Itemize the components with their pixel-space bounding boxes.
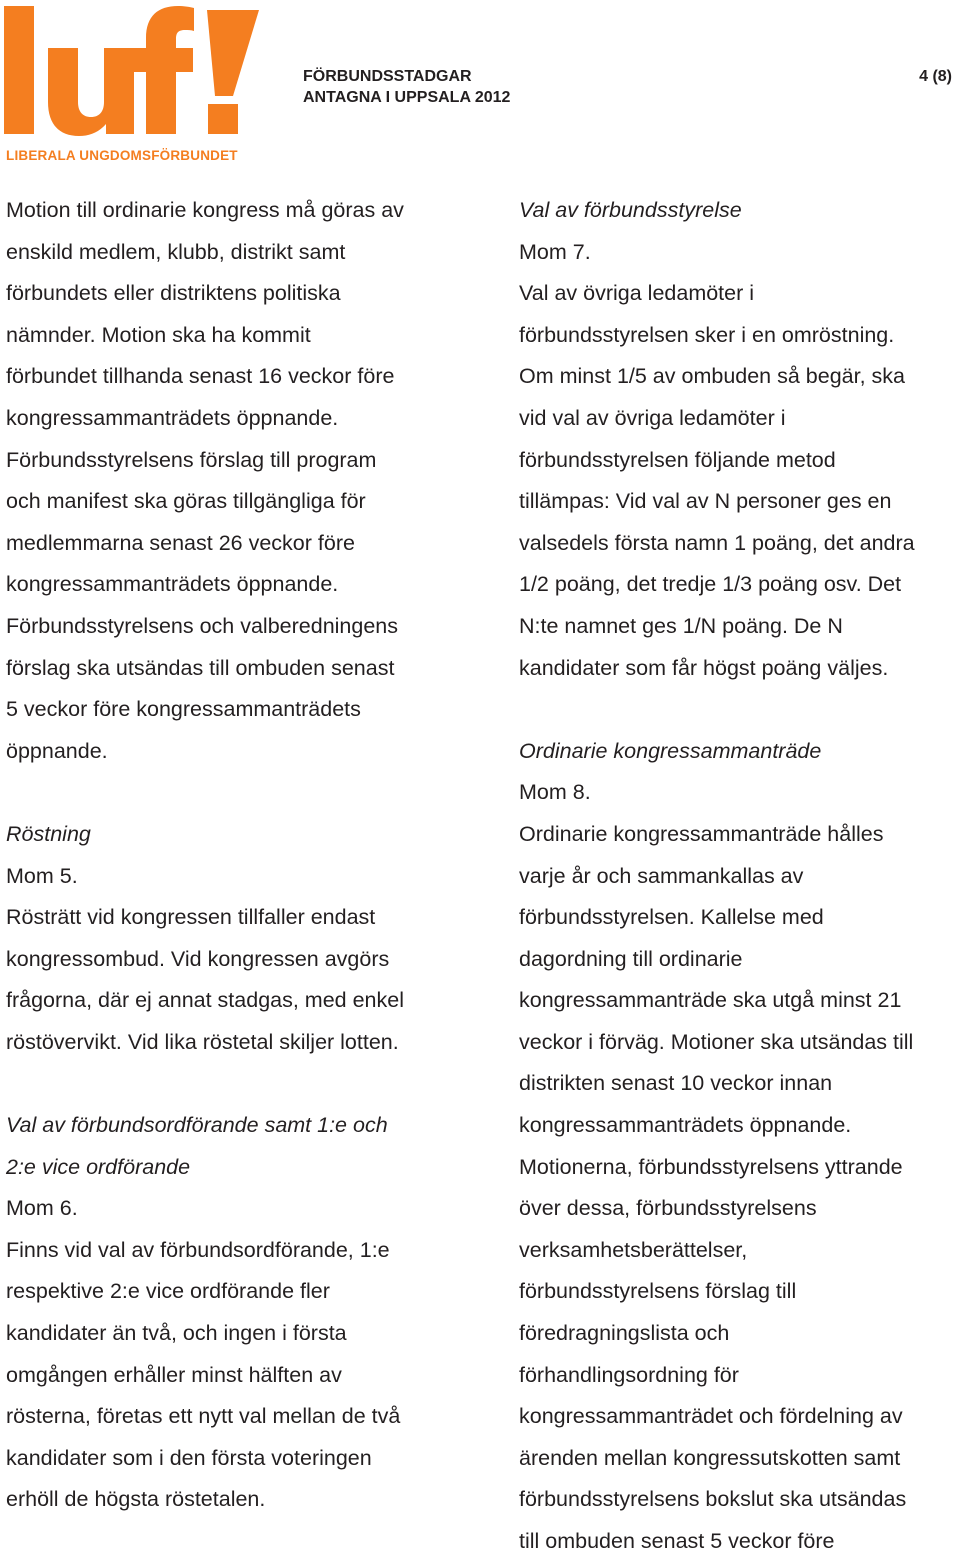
text-line: distrikten senast 10 veckor innan: [519, 1071, 833, 1096]
text-line: kongressammanträdets öppnande.: [6, 572, 339, 597]
text-line: kongressombud. Vid kongressen avgörs: [6, 946, 390, 971]
text-line: kongressammanträdets öppnande.: [6, 405, 339, 430]
text-line: kandidater som får högst poäng väljes.: [519, 655, 889, 680]
text-line: över dessa, förbundsstyrelsens: [519, 1196, 817, 1221]
text-line: dagordning till ordinarie: [519, 946, 743, 971]
text-line: Förbundsstyrelsens förslag till program: [6, 447, 377, 472]
text-line: 1/2 poäng, det tredje 1/3 poäng osv. Det: [519, 572, 902, 597]
text-line: kongressammanträde ska utgå minst 21: [519, 988, 902, 1013]
text-line: kongressammanträdets öppnande.: [519, 1113, 852, 1138]
section-heading: Val av förbundsstyrelse: [519, 198, 742, 222]
logo-caption: LIBERALA UNGDOMSFÖRBUNDET: [6, 148, 238, 163]
spacer: [6, 1063, 476, 1105]
text-line: Motionerna, förbundsstyrelsens yttrande: [519, 1154, 903, 1179]
text-line: till ombuden senast 5 veckor före: [519, 1529, 835, 1553]
text-line: förbundsstyrelsen följande metod: [519, 447, 836, 472]
text-line: Finns vid val av förbundsordförande, 1:e: [6, 1237, 390, 1262]
text-line: rösterna, företas ett nytt val mellan de två: [6, 1404, 401, 1429]
text-line: valsedels första namn 1 poäng, det andra: [519, 530, 915, 555]
title-line-2: ANTAGNA I UPPSALA 2012: [303, 89, 511, 106]
text-line: Val av övriga ledamöter i: [519, 281, 755, 306]
text-line: förslag ska utsändas till ombuden senast: [6, 655, 395, 680]
text-line: förbundet tillhanda senast 16 veckor före: [6, 364, 395, 389]
text-line: röstövervikt. Vid lika röstetal skiljer lotten.: [6, 1029, 399, 1054]
page-number: 4 (8): [919, 68, 952, 85]
text-line: Motion till ordinarie kongress må göras av: [6, 198, 404, 222]
section-heading: Ordinarie kongressammanträde: [519, 738, 822, 763]
spacer: [519, 689, 955, 731]
right-column: [519, 190, 955, 1563]
text-line: Mom 5.: [6, 863, 78, 888]
text-line: verksamhetsberättelser,: [519, 1237, 748, 1262]
text-line: nämnder. Motion ska ha kommit: [6, 322, 311, 347]
text-line: förbundsstyrelsens bokslut ska utsändas: [519, 1487, 907, 1512]
text-line: kongressammanträdet och fördelning av: [519, 1404, 903, 1429]
text-line: och manifest ska göras tillgängliga för: [6, 489, 366, 514]
text-line: förbundsstyrelsen sker i en omröstning.: [519, 322, 895, 347]
document-title: [303, 66, 510, 108]
text-line: varje år och sammankallas av: [519, 863, 804, 888]
text-line: Om minst 1/5 av ombuden så begär, ska: [519, 364, 906, 389]
spacer: [6, 772, 476, 814]
text-line: respektive 2:e vice ordförande fler: [6, 1279, 330, 1304]
text-line: föredragningslista och: [519, 1321, 730, 1346]
text-line: Förbundsstyrelsens och valberedningens: [6, 613, 399, 638]
section-heading: 2:e vice ordförande: [6, 1154, 191, 1179]
text-line: enskild medlem, klubb, distrikt samt: [6, 239, 346, 264]
text-line: Rösträtt vid kongressen tillfaller endast: [6, 905, 376, 930]
text-line: förbundets eller distriktens politiska: [6, 281, 341, 306]
text-line: 5 veckor före kongressammanträdets: [6, 697, 361, 722]
text-line: Mom 7.: [519, 239, 591, 264]
text-line: veckor i förväg. Motioner ska utsändas till: [519, 1029, 914, 1054]
text-line: ärenden mellan kongressutskotten samt: [519, 1445, 901, 1470]
section-heading: Val av förbundsordförande samt 1:e och: [6, 1113, 388, 1138]
text-line: medlemmarna senast 26 veckor före: [6, 530, 355, 555]
text-line: kandidater som i den första voteringen: [6, 1445, 372, 1470]
luf-logo: [4, 6, 260, 162]
text-line: vid val av övriga ledamöter i: [519, 405, 786, 430]
text-line: omgången erhåller minst hälften av: [6, 1362, 342, 1387]
text-line: Mom 8.: [519, 780, 591, 805]
text-line: kandidater än två, och ingen i första: [6, 1321, 347, 1346]
title-line-1: FÖRBUNDSSTADGAR: [303, 68, 472, 85]
text-line: frågorna, där ej annat stadgas, med enkel: [6, 988, 405, 1013]
text-line: N:te namnet ges 1/N poäng. De N: [519, 613, 843, 638]
text-line: Mom 6.: [6, 1196, 78, 1221]
text-line: öppnande.: [6, 738, 108, 763]
left-column: [6, 190, 476, 1521]
section-heading: Röstning: [6, 821, 91, 846]
text-line: förbundsstyrelsens förslag till: [519, 1279, 797, 1304]
text-line: Ordinarie kongressammanträde hålles: [519, 821, 884, 846]
text-line: erhöll de högsta röstetalen.: [6, 1487, 266, 1512]
text-line: tillämpas: Vid val av N personer ges en: [519, 489, 892, 514]
luf-logo-wordmark: [4, 6, 260, 146]
text-line: förbundsstyrelsen. Kallelse med: [519, 905, 824, 930]
text-line: förhandlingsordning för: [519, 1362, 739, 1387]
